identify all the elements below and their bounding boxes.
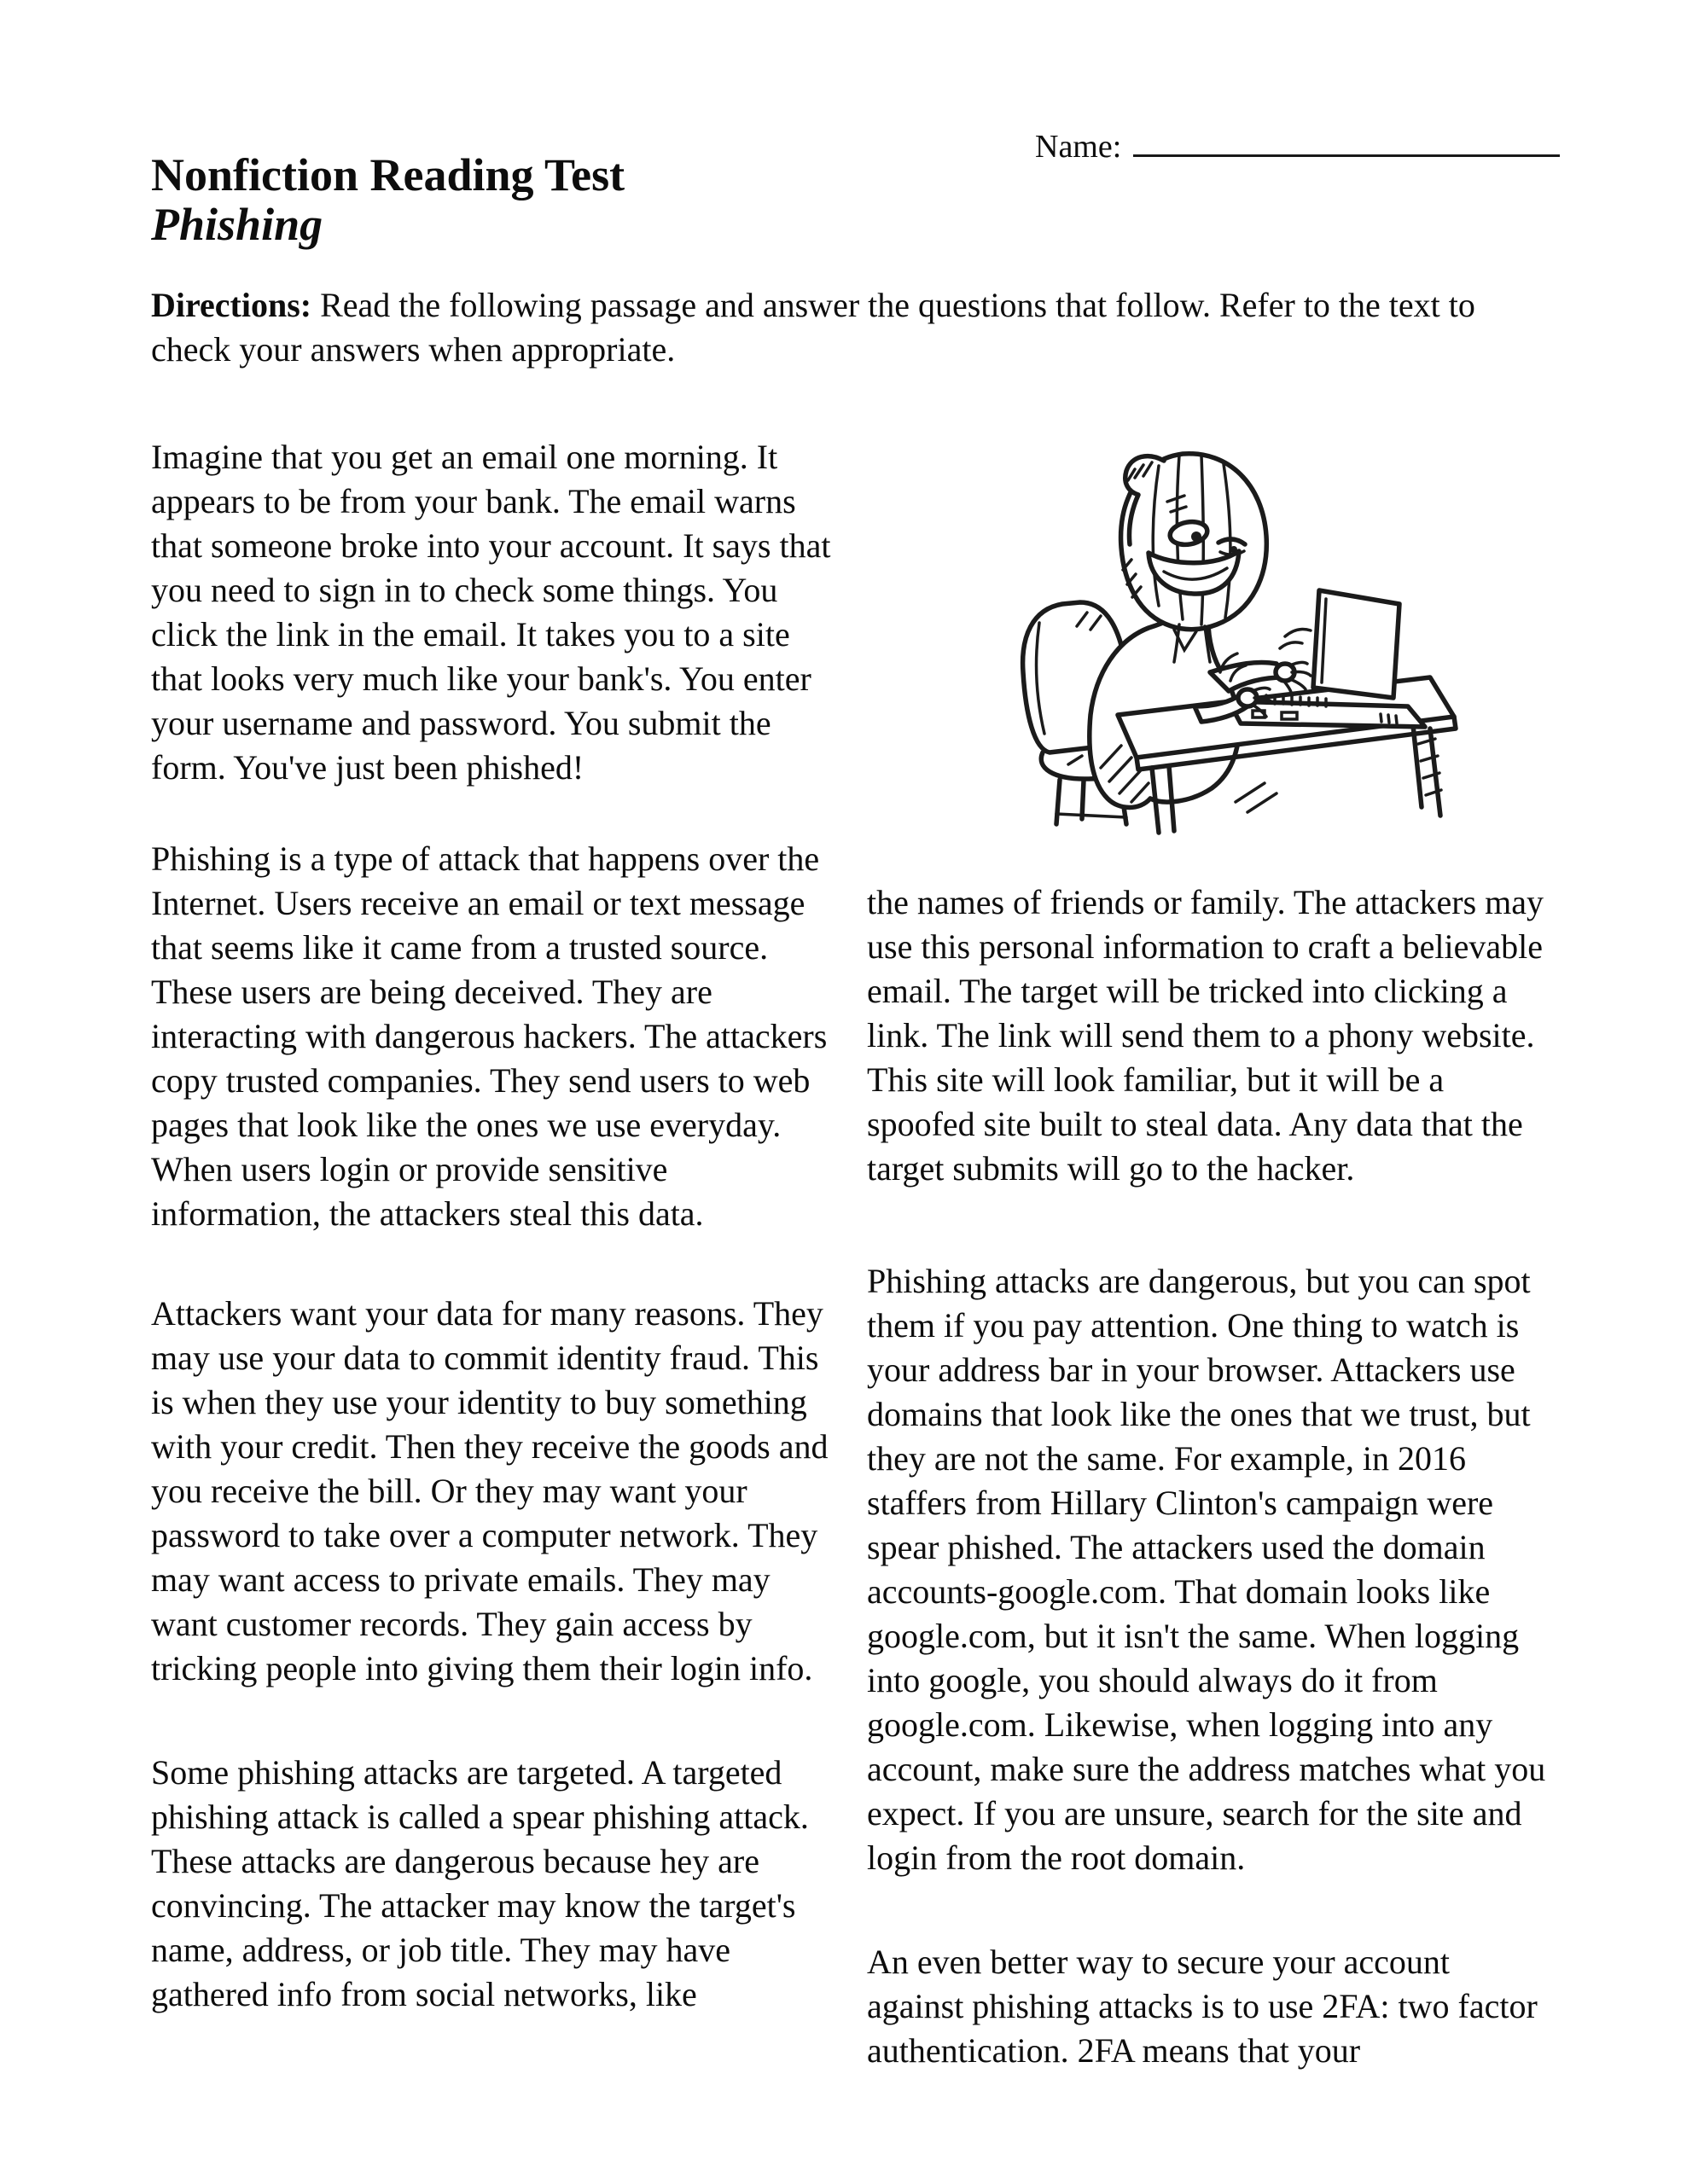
hacker-at-laptop-drawing [981, 416, 1596, 836]
name-label: Name: [1035, 129, 1122, 165]
illustration-laptop [1229, 590, 1425, 727]
passage-paragraph-7: An even better way to secure your account against phishing attacks is to use 2FA: two factor authentication. 2FA means that your [867, 1943, 1538, 2070]
passage-paragraph-2: Phishing is a type of attack that happens over the Internet. Users receive an email or text message that seems like it came from a trusted source. These users are being deceived. They are interacting with dangerous hackers. The attackers copy trusted companies. They send users to web pages that look like the ones we use everyday. When users login or provide sensitive information, the attackers steal this data. [151, 839, 828, 1233]
passage-left-column [151, 435, 834, 2064]
passage-paragraph-5: the names of friends or family. The attackers may use this personal information to craft a believable email. The target will be tricked into clicking a link. The link will send them to a phony website. This site will look familiar, but it will be a spoofed site built to steal data. Any data that the target submits will go to the hacker. [867, 883, 1544, 1188]
page-subtitle: Phishing [151, 199, 323, 250]
passage-paragraph-4: Some phishing attacks are targeted. A targeted phishing attack is called a spear phishing attack. These attacks are dangerous because hey are convincing. The attacker may know the target's name, address, or job title. They may have gathered info from social networks, like [151, 1753, 809, 2013]
hacker-illustration [981, 416, 1596, 836]
passage-paragraph-1: Imagine that you get an email one morning. It appears to be from your bank. The email warns that someone broke into your account. It says that you need to sign in to check some things. You click the link in the email. It takes you to a site that looks very much like your bank's. You enter your username and password. You submit the form. You've just been phished! [151, 438, 831, 787]
page-title-block [151, 150, 625, 249]
name-blank-line [1133, 154, 1560, 157]
directions-label: Directions: [151, 286, 312, 324]
passage-right-column [867, 416, 1550, 2120]
directions [151, 283, 1482, 372]
passage-paragraph-3: Attackers want your data for many reasons. They may use your data to commit identity fraud. This is when they use your identity to buy something with your credit. Then they receive the goods and you receive the bill. Or they may want your password to take over a computer network. They may want access to private emails. They may want customer records. They gain access by tricking people into giving them their login info. [151, 1294, 829, 1687]
directions-text: Read the following passage and answer the questions that follow. Refer to the text to check your answers when appropriate. [151, 286, 1475, 369]
page-title: Nonfiction Reading Test [151, 149, 625, 200]
name-field-row [1035, 128, 1560, 166]
passage-paragraph-6: Phishing attacks are dangerous, but you can spot them if you pay attention. One thing to watch is your address bar in your browser. Attackers use domains that look like the ones that we trust, but they are not the same. For example, in 2016 staffers from Hillary Clinton's campaign were spear phished. The attackers used the domain accounts-google.com. That domain looks like google.com, but it isn't the same. When logging into google, you should always do it from google.com. Likewise, when logging into any account, make sure the address matches what you expect. If you are unsure, search for the site and login from the root domain. [867, 1262, 1546, 1877]
